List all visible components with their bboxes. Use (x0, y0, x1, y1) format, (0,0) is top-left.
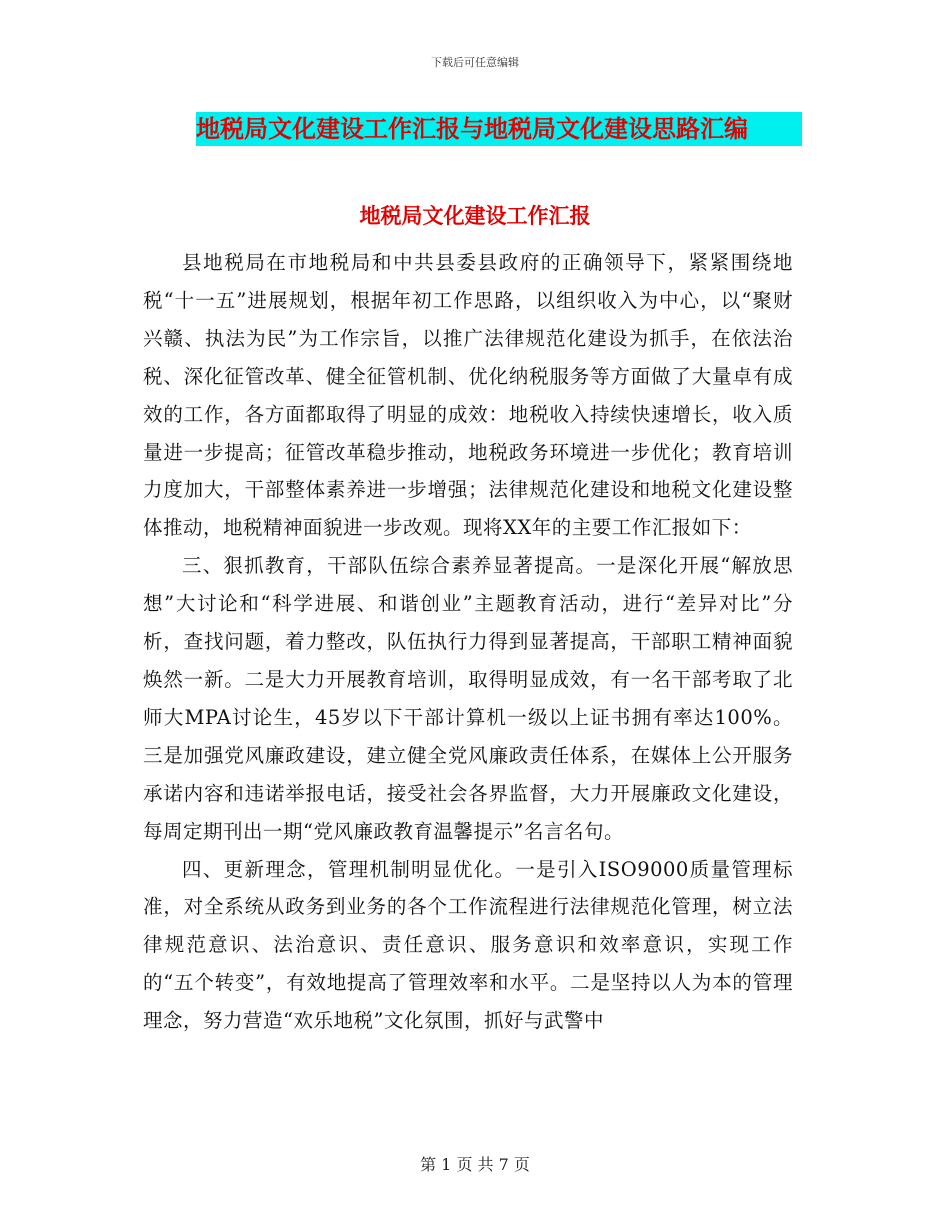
page-number: 第 1 页 共 7 页 (420, 1155, 530, 1174)
document-title: 地税局文化建设工作汇报与地税局文化建设思路汇编 (196, 112, 802, 146)
paragraph-education: 三、狠抓教育，干部队伍综合素养显著提高。一是深化开展“解放思想”大讨论和“科学进展、和谐创业”主题教育活动，进行“差异对比”分析，查找问题，着力整改，队伍执行力得到显著提高，干部职工精神面貌焕然一新。二是大力开展教育培训，取得明显成效，有一名干部考取了北师大MPA讨论生，45岁以下干部计算机一级以上证书拥有率达100%。三是加强党风廉政建设，建立健全党风廉政责任体系，在媒体上公开服务承诺内容和违诺举报电话，接受社会各界监督，大力开展廉政文化建设，每周定期刊出一期“党风廉政教育温馨提示”名言名句。 (143, 554, 793, 843)
document-body (143, 244, 793, 1040)
page-header-note: 下载后可任意编辑 (431, 56, 519, 69)
paragraph-management: 四、更新理念，管理机制明显优化。一是引入ISO9000质量管理标准，对全系统从政务到业务的各个工作流程进行法律规范化管理，树立法律规范意识、法治意识、责任意识、服务意识和效率意识，实现工作的“五个转变”，有效地提高了管理效率和水平。二是坚持以人为本的管理理念，努力营造“欢乐地税”文化氛围，抓好与武警中 (143, 857, 793, 1033)
section-title: 地税局文化建设工作汇报 (359, 204, 591, 228)
paragraph-intro: 县地税局在市地税局和中共县委县政府的正确领导下，紧紧围绕地税“十一五”进展规划，根据年初工作思路，以组织收入为中心，以“聚财兴赣、执法为民”为工作宗旨，以推广法律规范化建设为抓手，在依法治税、深化征管改革、健全征管机制、优化纳税服务等方面做了大量卓有成效的工作，各方面都取得了明显的成效：地税收入持续快速增长，收入质量进一步提高；征管改革稳步推动，地税政务环境进一步优化；教育培训力度加大，干部整体素养进一步增强；法律规范化建设和地税文化建设整体推动，地税精神面貌进一步改观。现将XX年的主要工作汇报如下： (143, 251, 793, 540)
